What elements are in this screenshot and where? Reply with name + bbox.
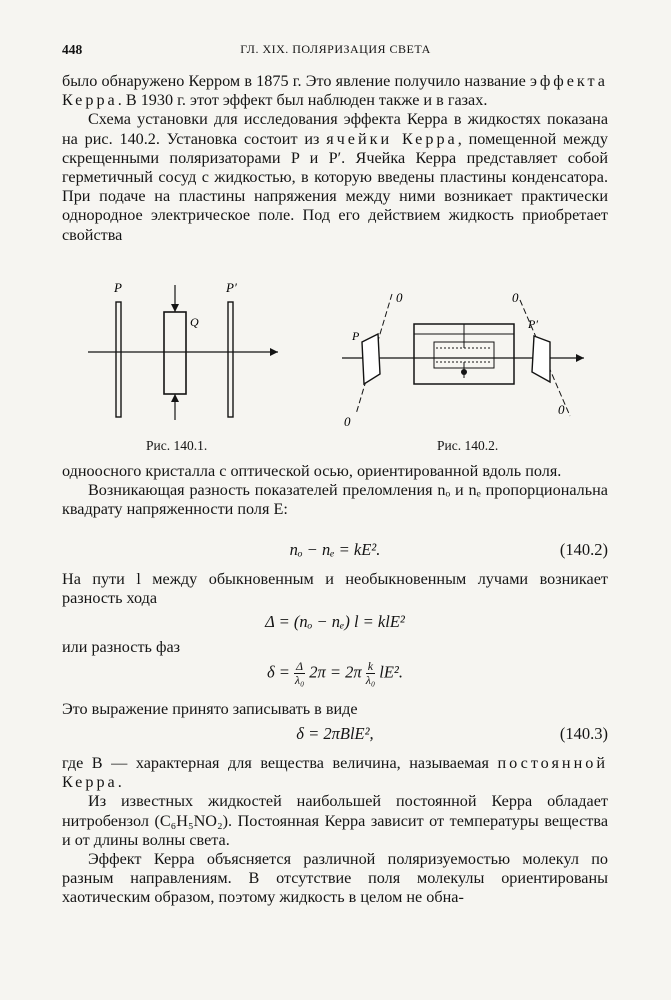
paragraph-5: [62, 754, 608, 792]
equation-path-difference: [62, 612, 608, 636]
fig1-beam-arrow: [270, 348, 278, 356]
mid-text-block: [62, 462, 608, 520]
fig2-label-o-top-left: 0: [396, 290, 403, 305]
fig2-label-o-bottom-right: 0: [558, 402, 565, 417]
fig1-electrode-bottom-arrow: [171, 394, 179, 402]
fig2-label-o-bottom-left: 0: [344, 414, 351, 429]
fig2-label-o-top-right: 0: [512, 290, 519, 305]
page-number: 448: [62, 42, 83, 57]
term-kerr-constant: постоянной Керра: [62, 754, 608, 792]
term-kerr-effect: эффекта Керра: [62, 72, 608, 110]
paragraph-2-part-a: Схема установки для исследования эффекта Керра в жидкостях показана на рис. 140.2. Установка состоит из: [62, 110, 608, 148]
equation-140-2: [62, 540, 608, 564]
fig1-polarizer-p-prime: [228, 302, 233, 417]
frac1-denominator: λ₀: [294, 673, 305, 687]
fig1-caption: Рис. 140.1.: [146, 438, 208, 453]
paragraph-path-l: На пути l между обыкновенным и необыкновенным лучами возникает разность хода: [62, 570, 608, 608]
text-between-eq-3: [62, 700, 608, 719]
paragraph-2: [62, 110, 608, 244]
equation-3-middle: 2π = 2π: [305, 662, 366, 682]
equation-3-rhs: lE².: [375, 662, 404, 682]
equation-1-number: (140.2): [559, 540, 608, 559]
fig2-beam-arrow: [576, 354, 584, 362]
paragraph-2-part-b: , помещенной между скрещенными поляризаторами P и P′. Ячейка Керра представляет собой герметичный сосуд с жидкостью, в которую введены пластины конденсатора. При подаче на пластины напряжения между ними возникает практически однородное электрическое поле. Под его действием жидкость приобретает свойства: [62, 129, 608, 244]
equation-3-formula: [62, 660, 608, 687]
paragraph-6: Из известных жидкостей наибольшей постоянной Керра обладает нитробензол (C₆H₅NO₂). Постоянная Керра зависит от температуры вещества и от длины волны света.: [62, 792, 608, 849]
equation-4-formula: δ = 2πBlE²,: [296, 724, 374, 743]
frac2-denominator: λ₀: [365, 673, 376, 687]
frac2-numerator: k: [366, 660, 375, 674]
paragraph-7: Эффект Керра объясняется различной поляризуемостью молекул по разным направлениям. В отсутствие поля молекулы ориентированы хаотическим образом, поэтому жидкость в целом не обна-: [62, 850, 608, 907]
paragraph-expression: Это выражение принято записывать в виде: [62, 700, 358, 718]
equation-1-formula: nₒ − nₑ = kE².: [289, 540, 381, 559]
bottom-text-block: [62, 754, 608, 908]
paragraph-1: [62, 72, 608, 110]
paragraph-1-part-a: было обнаружено Керром в 1875 г. Это явление получило название: [62, 72, 530, 90]
term-kerr-cell: ячейки Керра: [326, 129, 458, 148]
top-text-block: [62, 72, 608, 245]
fig1-electrode-top-arrow: [171, 304, 179, 312]
paragraph-1-part-b: . В 1930 г. этот эффект был наблюден также и в газах.: [117, 91, 488, 110]
equation-phase: [62, 660, 608, 692]
figure-140-2: [338, 286, 588, 434]
fig2-polarizer-p: [362, 334, 380, 384]
text-between-eq-2: [62, 638, 608, 657]
equation-4-number: (140.3): [559, 724, 608, 743]
paragraph-5-part-b: .: [117, 773, 122, 792]
paragraph-5-part-a: где B — характерная для вещества величина, называемая: [62, 754, 498, 772]
fig1-kerr-cell: [164, 312, 186, 394]
fig2-electrode-terminal: [461, 369, 467, 375]
text-between-eq-1: [62, 570, 608, 608]
fig1-label-p: P: [114, 280, 122, 295]
equation-2-formula: Δ = (nₒ − nₑ) l = klE²: [265, 612, 405, 631]
fig1-label-p-prime: P′: [226, 280, 237, 295]
equation-3-fraction-2: [366, 660, 375, 687]
fig1-label-q: Q: [190, 315, 199, 329]
fig2-label-p-prime: P′: [528, 317, 538, 331]
paragraph-4: Возникающая разность показателей преломления nₒ и nₑ пропорциональна квадрату напряженности поля E:: [62, 481, 608, 519]
frac1-numerator: Δ: [296, 659, 304, 673]
figure-140-1: [82, 280, 282, 430]
equation-140-3: [62, 724, 608, 748]
equation-3-lhs: δ =: [266, 662, 295, 682]
paragraph-3: одноосного кристалла с оптической осью, ориентированной вдоль поля.: [62, 462, 562, 480]
running-title: ГЛ. XIX. ПОЛЯРИЗАЦИЯ СВЕТА: [240, 42, 431, 56]
fig2-polarizer-p-prime: [532, 336, 550, 382]
fig2-label-p: P: [352, 329, 360, 343]
fig1-polarizer-p: [116, 302, 121, 417]
fig2-caption: Рис. 140.2.: [437, 438, 499, 453]
equation-3-fraction-1: [294, 660, 305, 687]
paragraph-phase-difference: или разность фаз: [62, 638, 181, 656]
page-header: [62, 42, 609, 62]
